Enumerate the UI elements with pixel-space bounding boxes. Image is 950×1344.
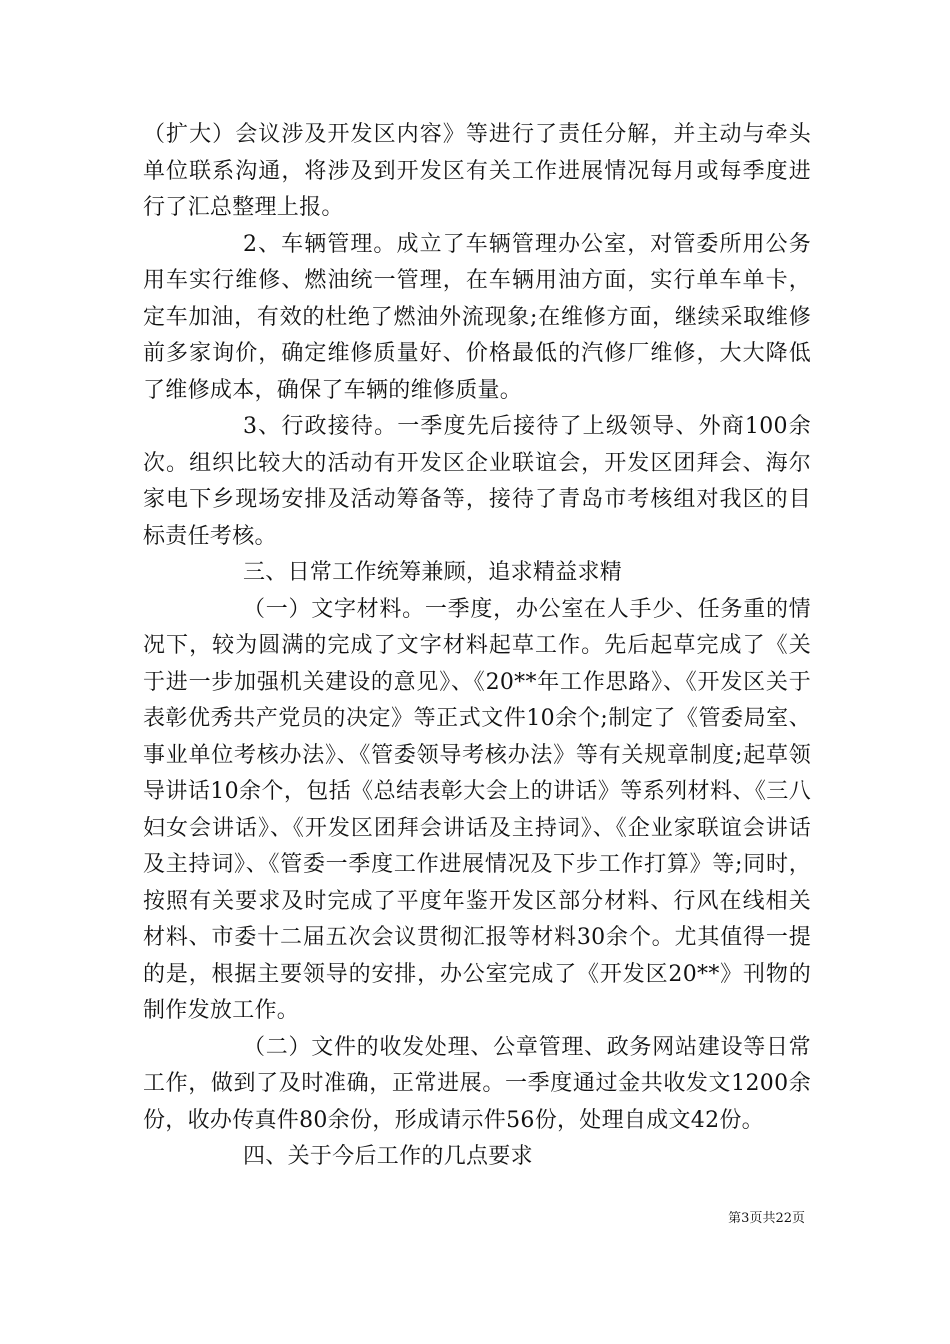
- page-number-footer: 第3页共22页: [728, 1211, 805, 1226]
- paragraph-administrative-reception: 3、行政接待。一季度先后接待了上级领导、外商100余次。组织比较大的活动有开发区企业联谊会，开发区团拜会、海尔家电下乡现场安排及活动筹备等，接待了青岛市考核组对我区的目标责任考核。: [143, 414, 811, 549]
- section-heading-daily-work: 三、日常工作统筹兼顾，追求精益求精: [243, 560, 623, 585]
- paragraph-document-handling: （二）文件的收发处理、公章管理、政务网站建设等日常工作，做到了及时准确，正常进展。一季度通过金共收发文1200余份，收办传真件80余份，形成请示件56份，处理自成文42份。: [143, 1034, 811, 1133]
- body-text: [143, 117, 811, 1176]
- paragraph-continuation: （扩大）会议涉及开发区内容》等进行了责任分解，并主动与牵头单位联系沟通，将涉及到开发区有关工作进展情况每月或每季度进行了汇总整理上报。: [143, 122, 811, 220]
- paragraph-vehicle-management: 2、车辆管理。成立了车辆管理办公室，对管委所用公务用车实行维修、燃油统一管理，在车辆用油方面，实行单车单卡，定车加油，有效的杜绝了燃油外流现象;在维修方面，继续采取维修前多家询价，确定维修质量好、价格最低的汽修厂维修，大大降低了维修成本，确保了车辆的维修质量。: [143, 231, 811, 403]
- paragraph-written-materials: （一）文字材料。一季度，办公室在人手少、任务重的情况下，较为圆满的完成了文字材料起草工作。先后起草完成了《关于进一步加强机关建设的意见》、《20**年工作思路》、《开发区关于表彰优秀共产党员的决定》等正式文件10余个;制定了《管委局室、事业单位考核办法》、《管委领导考核办法》等有关规章制度;起草领导讲话10余个，包括《总结表彰大会上的讲话》等系列材料、《三八妇女会讲话》、《开发区团拜会讲话及主持词》、《企业家联谊会讲话及主持词》、《管委一季度工作进展情况及下步工作打算》等;同时，按照有关要求及时完成了平度年鉴开发区部分材料、行风在线相关材料、市委十二届五次会议贯彻汇报等材料30余个。尤其值得一提的是，根据主要领导的安排，办公室完成了《开发区20**》刊物的制作发放工作。: [143, 596, 811, 1023]
- section-heading-future-requirements: 四、关于今后工作的几点要求: [243, 1144, 533, 1169]
